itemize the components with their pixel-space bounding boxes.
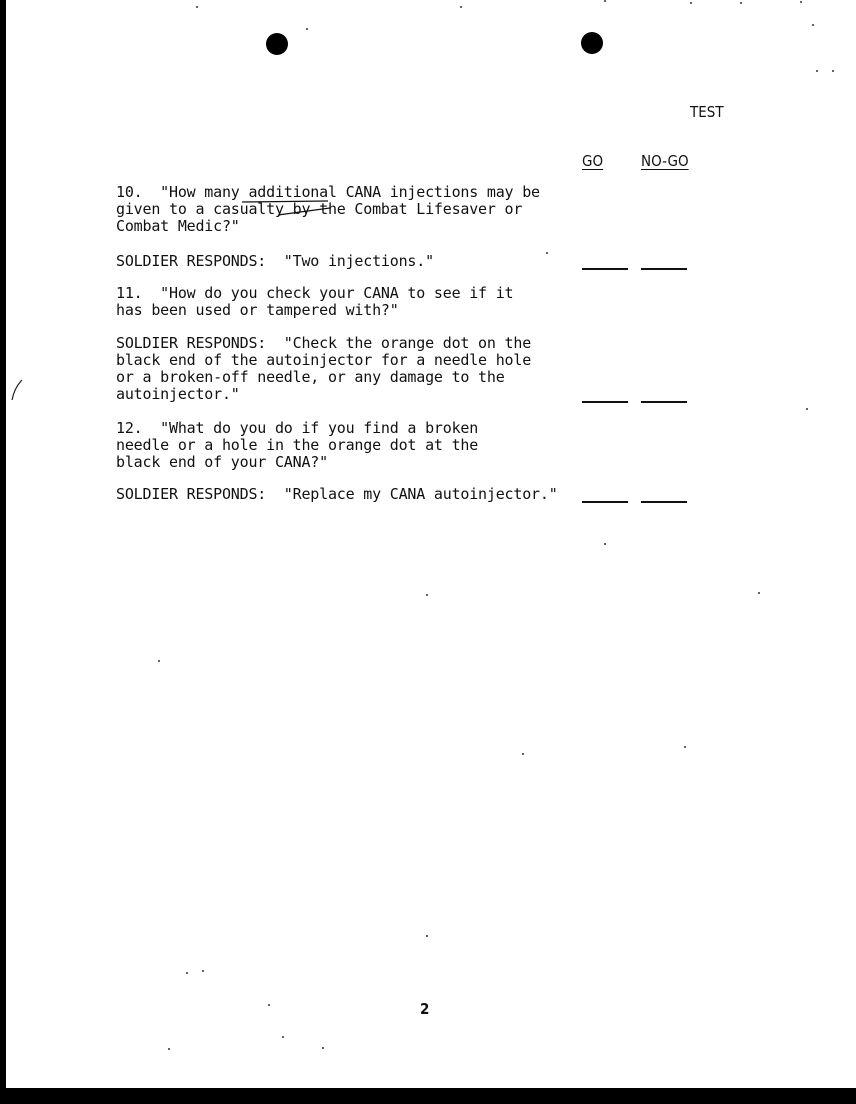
scan-speck xyxy=(282,1036,284,1038)
punch-hole-right xyxy=(581,32,603,54)
question-10-line-2: given to a casualty by the Combat Lifesaver or xyxy=(116,200,523,218)
scan-speck xyxy=(522,753,524,755)
scan-speck xyxy=(202,970,204,972)
question-12-line-1: 12. "What do you do if you find a broken xyxy=(116,419,479,437)
response-11-line-1: SOLDIER RESPONDS: "Check the orange dot on the xyxy=(116,334,532,352)
question-10-line-3: Combat Medic?" xyxy=(116,217,240,235)
margin-pen-mark xyxy=(10,378,24,402)
scan-speck xyxy=(426,935,428,937)
scan-speck xyxy=(546,252,548,254)
test-column-heading: TEST xyxy=(690,103,724,121)
handwritten-underline xyxy=(240,198,340,218)
nogo-column-heading: NO-GO xyxy=(641,152,689,170)
nogo-blank-10[interactable] xyxy=(641,268,687,270)
scan-speck xyxy=(812,24,814,26)
nogo-blank-11[interactable] xyxy=(641,401,687,403)
scan-speck xyxy=(158,660,160,662)
scan-speck xyxy=(196,6,198,8)
response-12-line-1: SOLDIER RESPONDS: "Replace my CANA autoinjector." xyxy=(116,485,558,503)
scan-speck xyxy=(604,0,606,2)
response-11-line-3: or a broken-off needle, or any damage to the xyxy=(116,368,505,386)
scan-speck xyxy=(806,408,808,410)
scan-speck xyxy=(740,2,742,4)
scan-speck xyxy=(800,1,802,3)
scan-speck xyxy=(604,543,606,545)
question-12-line-2: needle or a hole in the orange dot at the xyxy=(116,436,479,454)
question-11-line-2: has been used or tampered with?" xyxy=(116,301,399,319)
scan-speck xyxy=(690,2,692,4)
scan-speck xyxy=(426,594,428,596)
go-blank-10[interactable] xyxy=(582,268,628,270)
scan-speck xyxy=(684,746,686,748)
scan-speck xyxy=(306,28,308,30)
scan-speck xyxy=(268,1004,270,1006)
scan-speck xyxy=(186,972,188,974)
response-11-line-2: black end of the autoinjector for a needle hole xyxy=(116,351,532,369)
scan-speck xyxy=(322,1047,324,1049)
go-column-heading: GO xyxy=(582,152,604,170)
scan-border-bottom xyxy=(0,1088,856,1104)
go-blank-12[interactable] xyxy=(582,501,628,503)
scan-speck xyxy=(168,1048,170,1050)
question-12-line-3: black end of your CANA?" xyxy=(116,453,328,471)
punch-hole-left xyxy=(266,33,288,55)
response-11-line-4: autoinjector." xyxy=(116,385,240,403)
response-10-line-1: SOLDIER RESPONDS: "Two injections." xyxy=(116,252,434,270)
scan-speck xyxy=(460,6,462,8)
question-10-line-1: 10. "How many additional CANA injections may be xyxy=(116,183,540,201)
scan-speck xyxy=(816,70,818,72)
page-number: 2 xyxy=(420,1000,430,1018)
scan-speck xyxy=(832,70,834,72)
scan-speck xyxy=(758,592,760,594)
nogo-blank-12[interactable] xyxy=(641,501,687,503)
go-blank-11[interactable] xyxy=(582,401,628,403)
scan-border-left xyxy=(0,0,6,1104)
question-11-line-1: 11. "How do you check your CANA to see if it xyxy=(116,284,514,302)
